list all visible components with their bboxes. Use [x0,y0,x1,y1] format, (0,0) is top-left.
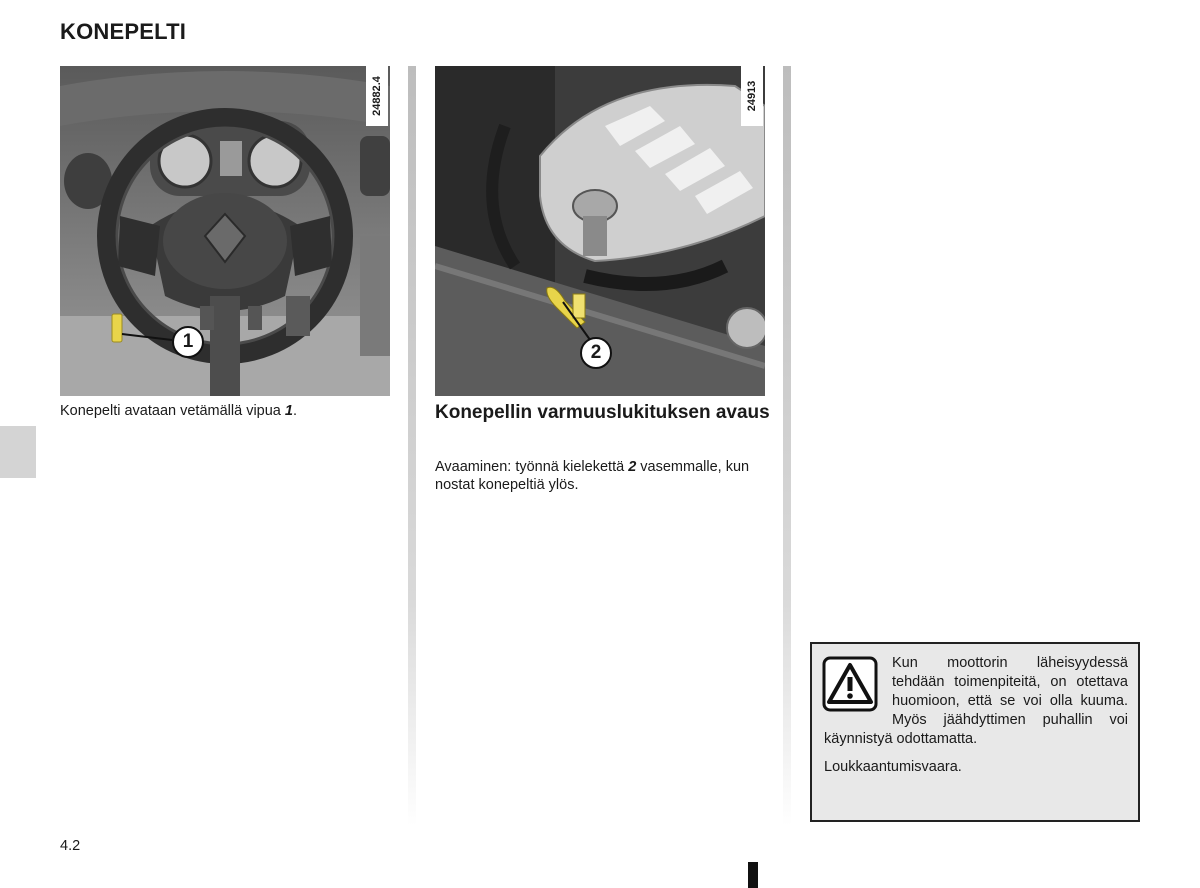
dashboard-illustration [60,66,390,396]
body-ref-2: 2 [628,459,637,475]
warning-text [824,654,1128,786]
left-caption: Konepelti avataan vetämällä vipua 1. [60,403,298,419]
page-title: KONEPELTI [60,19,187,44]
callout-2: 2 [580,337,612,369]
figure-ref-code-right: 24913 [741,66,763,126]
caption-ref-1: 1 [284,403,293,419]
column-separator-1 [408,66,416,826]
section-body: Avaaminen: työnnä kielekettä 2 vasemmalle, kun nostat konepeltiä ylös. [435,459,750,493]
warning-paragraph-1: Kun moottorin läheisyydessä tehdään toimenpiteitä, on otettava huomioon, että se voi olla kuuma. Myös jäähdyttimen puhallin voi käynnistyä odottamatta. [824,655,1128,747]
chapter-tab [0,426,36,478]
section-heading: Konepellin varmuuslukituksen avaus [435,402,770,423]
warning-paragraph-2: Loukkaantumisvaara. [824,759,962,775]
figure-ref-code-left: 24882.4 [366,66,388,126]
column-separator-2 [783,66,791,826]
bottom-mark [748,862,758,888]
page-number: 4.2 [60,838,81,854]
callout-1: 1 [172,326,204,358]
steering-wheel-photo [60,66,390,396]
warning-box [810,642,1140,822]
